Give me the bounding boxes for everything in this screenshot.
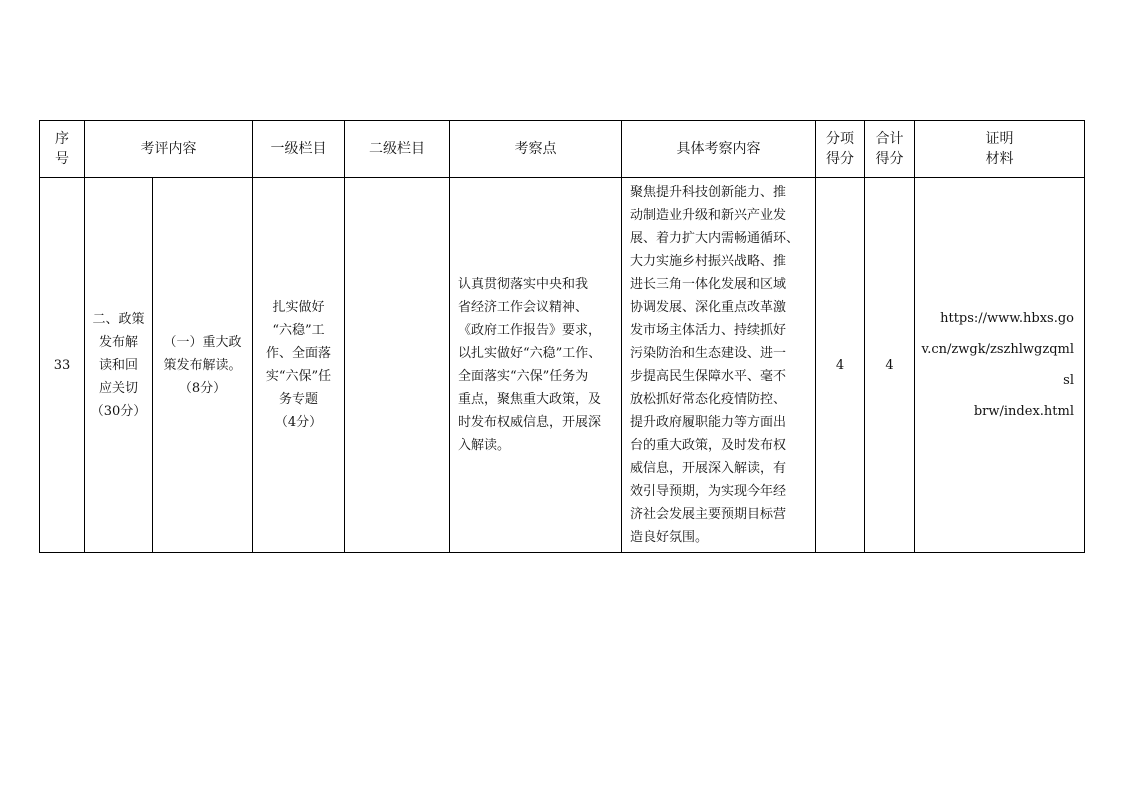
table-row [40, 178, 1085, 553]
cell-level1: 扎实做好 “六稳”工 作、全面落 实“六保”任 务专题 （4分） [253, 178, 345, 553]
cell-total-score: 4 [865, 178, 915, 553]
header-detail: 具体考察内容 [622, 121, 816, 178]
cell-proof-link[interactable]: https://www.hbxs.go v.cn/zwgk/zszhlwgzqmlsl brw/index.html [915, 178, 1085, 553]
header-proof: 证明 材料 [915, 121, 1085, 178]
cell-item-score: 4 [816, 178, 865, 553]
cell-content-main: 二、政策 发布解 读和回 应关切 （30分） [85, 178, 153, 553]
header-level1: 一级栏目 [253, 121, 345, 178]
header-item-score: 分项 得分 [816, 121, 865, 178]
header-checkpoint: 考察点 [450, 121, 622, 178]
header-row [40, 121, 1085, 178]
evaluation-table [39, 120, 1085, 553]
cell-content-sub: （一）重大政 策发布解读。 （8分） [153, 178, 253, 553]
header-total-score: 合计 得分 [865, 121, 915, 178]
header-level2: 二级栏目 [345, 121, 450, 178]
cell-seq: 33 [40, 178, 85, 553]
header-seq: 序 号 [40, 121, 85, 178]
cell-checkpoint: 认真贯彻落实中央和我 省经济工作会议精神、 《政府工作报告》要求， 以扎实做好“六稳”工作、 全面落实“六保”任务为 重点，聚焦重大政策，及 时发布权威信息，开展深 入解读。 [450, 178, 622, 553]
cell-level2 [345, 178, 450, 553]
header-content: 考评内容 [85, 121, 253, 178]
cell-detail: 聚焦提升科技创新能力、推 动制造业升级和新兴产业发 展、着力扩大内需畅通循环、 大力实施乡村振兴战略、推 进长三角一体化发展和区域 协调发展、深化重点改革激 发市场主体活力、持续抓好 污染防治和生态建设、进一 步提高民生保障水平、毫不 放松抓好常态化疫情防控、 提升政府履职能力等方面出 台的重大政策，及时发布权 威信息，开展深入解读，有 效引导预期，为实现今年经 济社会发展主要预期目标营 造良好氛围。 [622, 178, 816, 553]
